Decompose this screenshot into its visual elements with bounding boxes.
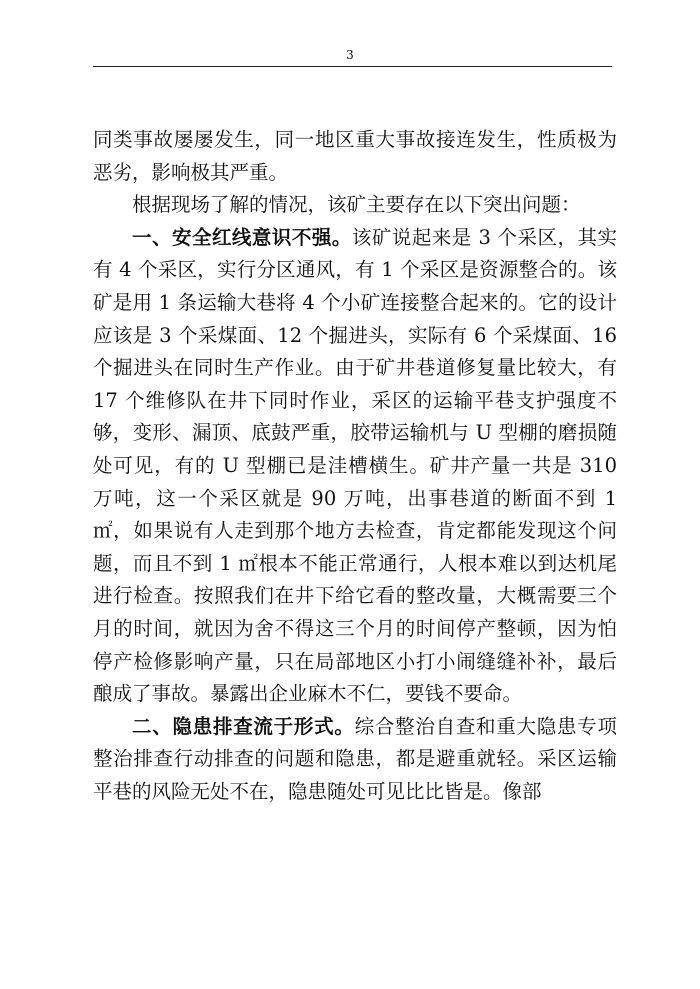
document-body <box>93 124 617 808</box>
issue-two-heading: 二、隐患排查流于形式。 <box>132 714 355 738</box>
issue-one-text: 该矿说起来是 3 个采区，其实有 4 个采区，实行分区通风，有 1 个采区是资源整合的。该矿是用 1 条运输大巷将 4 个小矿连接整合起来的。它的设计应该是 3 个采煤面、12 个掘进头，实际有 6 个采煤面、16 个掘进头在同时生产作业。由于矿井巷道修复量比较大，有 17 个维修队在井下同时作业，采区的运输平巷支护强度不够，变形、漏顶、底鼓严重，胶带运输机与 U 型棚的磨损随处可见，有的 U 型棚已是洼槽横生。矿井产量一共是 310 万吨，这一个采区就是 90 万吨，出事巷道的断面不到 1 ㎡，如果说有人走到那个地方去检查，肯定都能发现这个问题，而且不到 1 ㎡根本不能正常通行，人根本难以到达机尾进行检查。按照我们在井下给它看的整改量，大概需要三个月的时间，就因为舍不得这三个月的时间停产整顿，因为怕停产检修影响产量，只在局部地区小打小闹缝缝补补，最后酿成了事故。暴露出企业麻木不仁，要钱不要命。 <box>93 225 617 706</box>
header-rule <box>93 66 612 67</box>
page-number: 3 <box>346 48 354 62</box>
paragraph-issue-one <box>93 222 617 711</box>
issue-two-text: 综合整治自查和重大隐患专项整治排查行动排查的问题和隐患，都是避重就轻。采区运输平巷的风险无处不在，隐患随处可见比比皆是。像部 <box>93 714 617 803</box>
paragraph-continuation: 同类事故屡屡发生，同一地区重大事故接连发生，性质极为恶劣，影响极其严重。 <box>93 128 617 184</box>
issue-one-heading: 一、安全红线意识不强。 <box>132 225 352 249</box>
paragraph-issue-two <box>93 711 617 809</box>
paragraph-intro: 根据现场了解的情况，该矿主要存在以下突出问题： <box>132 193 581 217</box>
